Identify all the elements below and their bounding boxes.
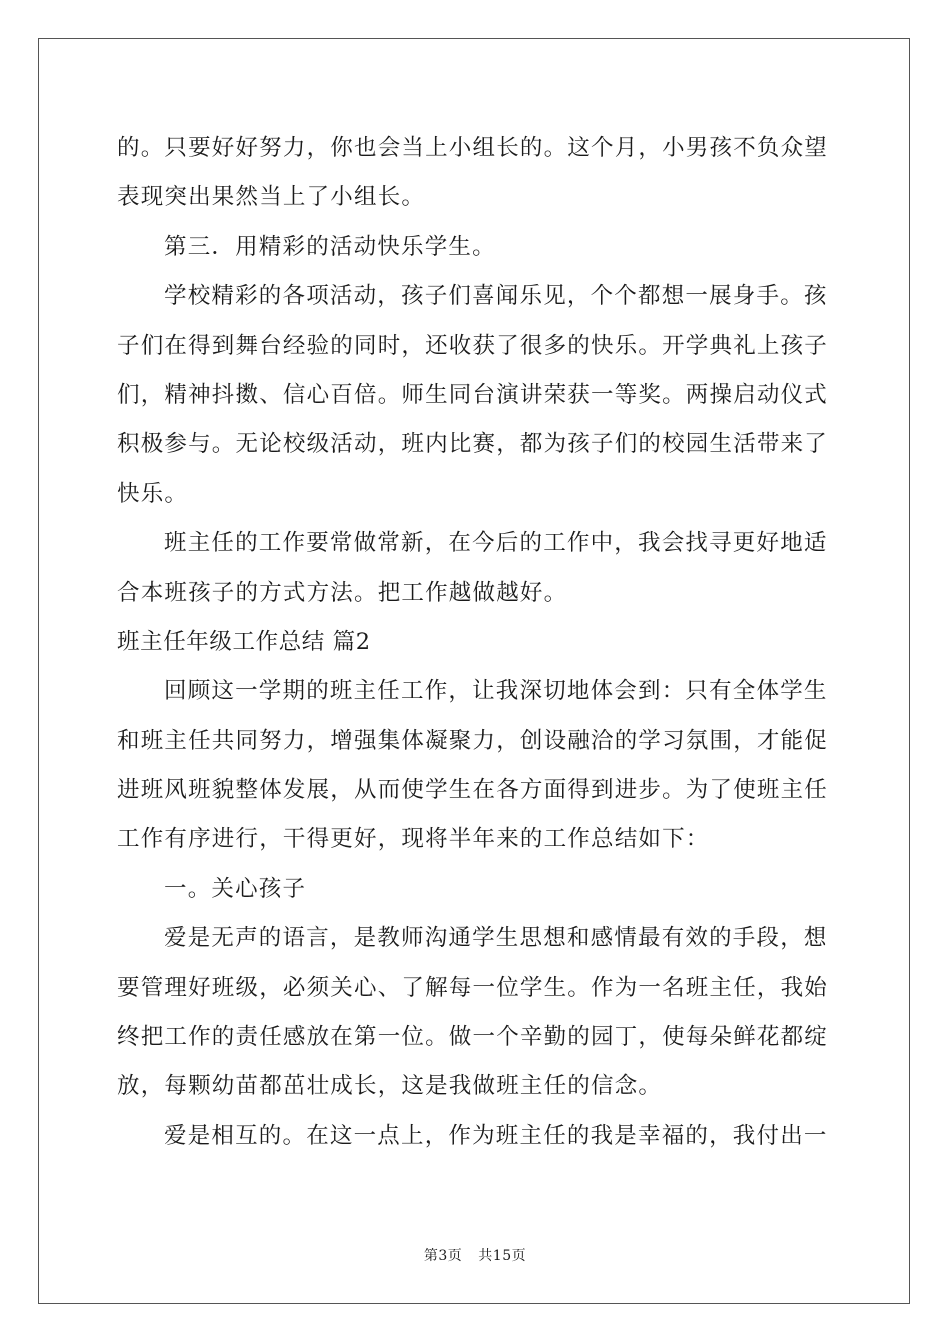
page-footer [0, 1245, 950, 1265]
text-line: 快乐。 [117, 480, 189, 507]
text-line: 子们在得到舞台经验的同时，还收获了很多的快乐。开学典礼上孩子 [117, 332, 829, 359]
text-line: 们，精神抖擞、信心百倍。师生同台演讲荣获一等奖。两操启动仪式 [117, 381, 829, 408]
section-title: 一。关心孩子 [164, 875, 307, 902]
text-line: 班主任的工作要常做常新，在今后的工作中，我会找寻更好地适 [164, 530, 828, 557]
text-line: 学校精彩的各项活动，孩子们喜闻乐见，个个都想一展身手。孩 [164, 283, 828, 310]
text-line: 要管理好班级，必须关心、了解每一位学生。作为一名班主任，我始 [117, 974, 829, 1001]
text-line: 回顾这一学期的班主任工作，让我深切地体会到：只有全体学生 [164, 678, 828, 705]
section-title: 第三．用精彩的活动快乐学生。 [164, 233, 496, 260]
text-line: 进班风班貌整体发展，从而使学生在各方面得到进步。为了使班主任 [117, 777, 829, 804]
text-line: 和班主任共同努力，增强集体凝聚力，创设融洽的学习氛围，才能促 [117, 727, 829, 754]
text-line: 终把工作的责任感放在第一位。做一个辛勤的园丁，使每朵鲜花都绽 [117, 1024, 829, 1051]
text-line: 爱是相互的。在这一点上，作为班主任的我是幸福的，我付出一 [164, 1122, 828, 1149]
document-body [117, 124, 837, 1161]
article-heading: 班主任年级工作总结 篇2 [117, 628, 371, 655]
text-line: 的。只要好好努力，你也会当上小组长的。这个月，小男孩不负众望 [117, 135, 829, 161]
text-line: 合本班孩子的方式方法。把工作越做越好。 [117, 579, 568, 606]
text-line: 工作有序进行，干得更好，现将半年来的工作总结如下： [117, 826, 710, 853]
page-number: 第3页 [423, 1248, 463, 1264]
text-line: 爱是无声的语言，是教师沟通学生思想和感情最有效的手段，想 [164, 925, 828, 952]
text-line: 表现突出果然当上了小组长。 [117, 184, 426, 211]
text-line: 放，每颗幼苗都茁壮成长，这是我做班主任的信念。 [117, 1073, 663, 1100]
text-line: 积极参与。无论校级活动，班内比赛，都为孩子们的校园生活带来了 [117, 431, 829, 458]
page-total: 共15页 [478, 1248, 527, 1264]
